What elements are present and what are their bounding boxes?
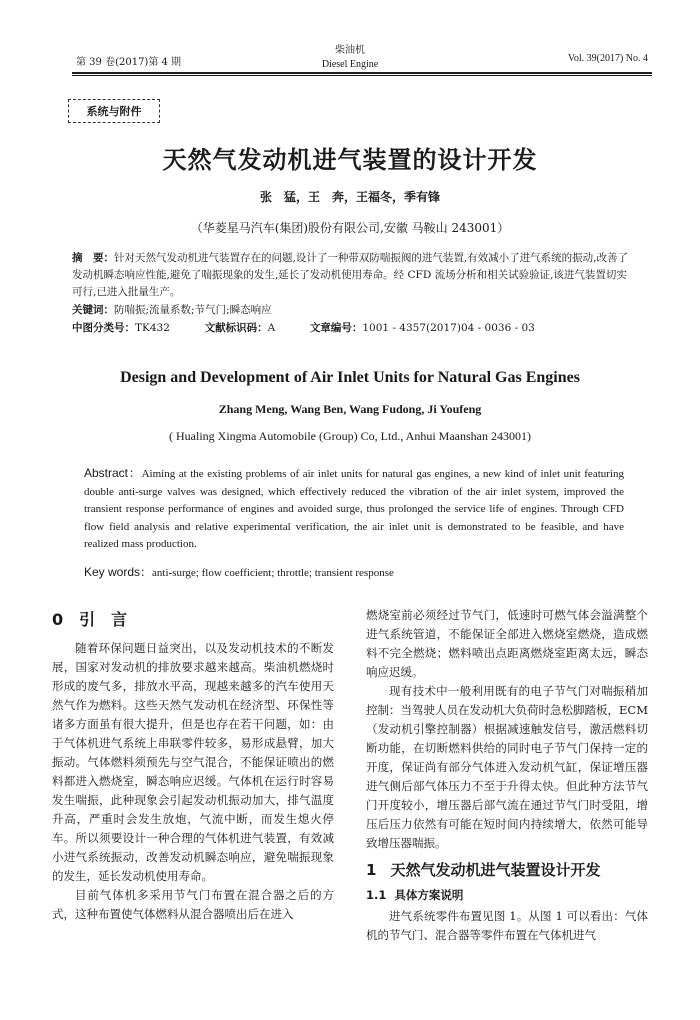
keywords-cn-label: 关键词： (72, 304, 114, 316)
article-number-value: 1001 - 4357(2017)04 - 0036 - 03 (362, 322, 535, 334)
body-column-left (52, 606, 334, 924)
affiliation-en: ( Hualing Xingma Automobile (Group) Co, Ltd., Anhui Maanshan 243001) (169, 429, 531, 443)
article-title-en: Design and Development of Air Inlet Units for Natural Gas Engines (120, 369, 580, 386)
abstract-cn (72, 250, 628, 301)
journal-volume-en: Vol. 39(2017) No. 4 (567, 53, 648, 64)
keywords-en-label: Key words： (84, 565, 153, 579)
abstract-en-label: Abstract： (84, 466, 142, 480)
intro-paragraph-3: 现有技术中一般利用既有的电子节气门对喘振稍加控制：当驾驶人员在发动机大负荷时急松脚踏板，ECM（发动机引擎控制器）根据减速触发信号，激活燃料切断功能，在切断燃料供给的同时电子节气门保持一定的开度，保证尚有部分气体进入发动机气缸，保证增压器进气侧后部气体压力不至于升得太快。但此种方法节气门开度较小，增压器后部气流在通过节气门时受阻，增压后压力依然有可能在短时间内持续增大，依然可能导致增压器喘振。 (366, 684, 648, 850)
section-0-number: 0 (52, 610, 64, 629)
header-rule-thin (72, 75, 652, 76)
keywords-en-text: anti-surge; flow coefficient; throttle; transient response (152, 567, 394, 579)
article-title-cn: 天然气发动机进气装置的设计开发 (162, 146, 538, 174)
section-label: 系统与附件 (68, 99, 160, 123)
clc-label: 中图分类号： (72, 322, 135, 334)
section-1-1-paragraph: 进气系统零件布置见图 1。从图 1 可以看出：气体机的节气门、混合器等零件布置在气体机进气 (366, 909, 648, 942)
abstract-cn-text: 针对天然气发动机进气装置存在的问题,设计了一种带双防喘振阀的进气装置,有效减小了进气系统的振动,改善了发动机瞬态响应性能,避免了喘振现象的发生,延长了发动机使用寿命。经 CFD 流场分析和相关试验验证,该进气装置切实可行,已进入批量生产。 (72, 252, 629, 298)
section-1-1-title: 具体方案说明 (394, 888, 464, 902)
abstract-en-text: Aiming at the existing problems of air inlet units for natural gas engines, a new kind of inlet unit featuring double anti-surge valves was designed, which effectively reduced the vibration of the air inlet system, improved the transient response performance of engines and avoided surge, thus prolonged the service life of engines. Through CFD flow field analysis and relative experimental verification, the air inlet unit is demonstrated to be feasible, and have realized mass production. (84, 468, 624, 551)
intro-paragraph-2-continued: 燃烧室前必须经过节气门，低速时可燃气体会溢满整个进气系统管道，不能保证全部进入燃烧室燃烧，造成燃料不完全燃烧；燃料喷出点距离燃烧室距离太远，瞬态响应迟缓。 (366, 608, 648, 679)
keywords-en (84, 563, 624, 580)
intro-paragraph-1: 随着环保问题日益突出，以及发动机技术的不断发展，国家对发动机的排放要求越来越高。柴油机燃烧时形成的废气多，排放水平高，现越来越多的汽车使用天然气作为燃料。这些天然气发动机在经济型、环保性等诸多方面虽有很大提升，但是也存在若干问题，如：由于气体机进气系统上串联零件较多，易形成悬臂，加大振动。气体燃料须预先与空气混合，不能保证喷出的燃料都进入燃烧室，瞬态响应迟缓。气体机在运行时容易发生喘振，此种现象会引起发动机振动加大，排气温度升高，严重时会发生放炮，气流中断，而发生熄火停车。所以须要设计一种合理的气体机进气装置，有效减小进气系统振动，改善发动机瞬态响应，避免喘振现象的发生，延长发动机使用寿命。 (52, 641, 334, 883)
journal-name-cn: 柴油机 (335, 45, 365, 56)
section-1-1-number: 1.1 (366, 888, 387, 902)
authors-en: Zhang Meng, Wang Ben, Wang Fudong, Ji Youfeng (218, 402, 482, 416)
section-1-heading (366, 861, 648, 880)
article-number-label: 文章编号： (309, 322, 363, 334)
section-1-title: 天然气发动机进气装置设计开发 (390, 861, 601, 879)
section-1-number: 1 (366, 861, 377, 879)
classification-line (72, 320, 628, 337)
doc-code-value: A (267, 322, 276, 334)
keywords-cn (72, 302, 628, 319)
clc-value: TK432 (135, 322, 170, 334)
doc-code-label: 文献标识码： (204, 322, 268, 334)
affiliation-cn: （华菱星马汽车(集团)股份有限公司,安徽 马鞍山 243001） (190, 221, 510, 235)
journal-volume-cn: 第 39 卷(2017)第 4 期 (76, 57, 182, 68)
header-rule (72, 72, 652, 74)
section-1-1-heading (366, 886, 648, 905)
intro-paragraph-2: 目前气体机多采用节气门布置在混合器之后的方式，这种布置使气体燃料从混合器喷出后在进入 (52, 888, 334, 921)
abstract-en (84, 465, 624, 554)
keywords-cn-text: 防喘振;流量系数;节气门;瞬态响应 (114, 304, 272, 316)
body-column-right (366, 606, 648, 945)
section-0-title: 引 言 (79, 610, 128, 629)
section-0-heading (52, 610, 334, 629)
journal-name-en: Diesel Engine (321, 59, 379, 70)
abstract-cn-label: 摘 要： (72, 252, 114, 264)
authors-cn: 张 猛，王 奔，王福冬，季有锋 (259, 190, 440, 204)
